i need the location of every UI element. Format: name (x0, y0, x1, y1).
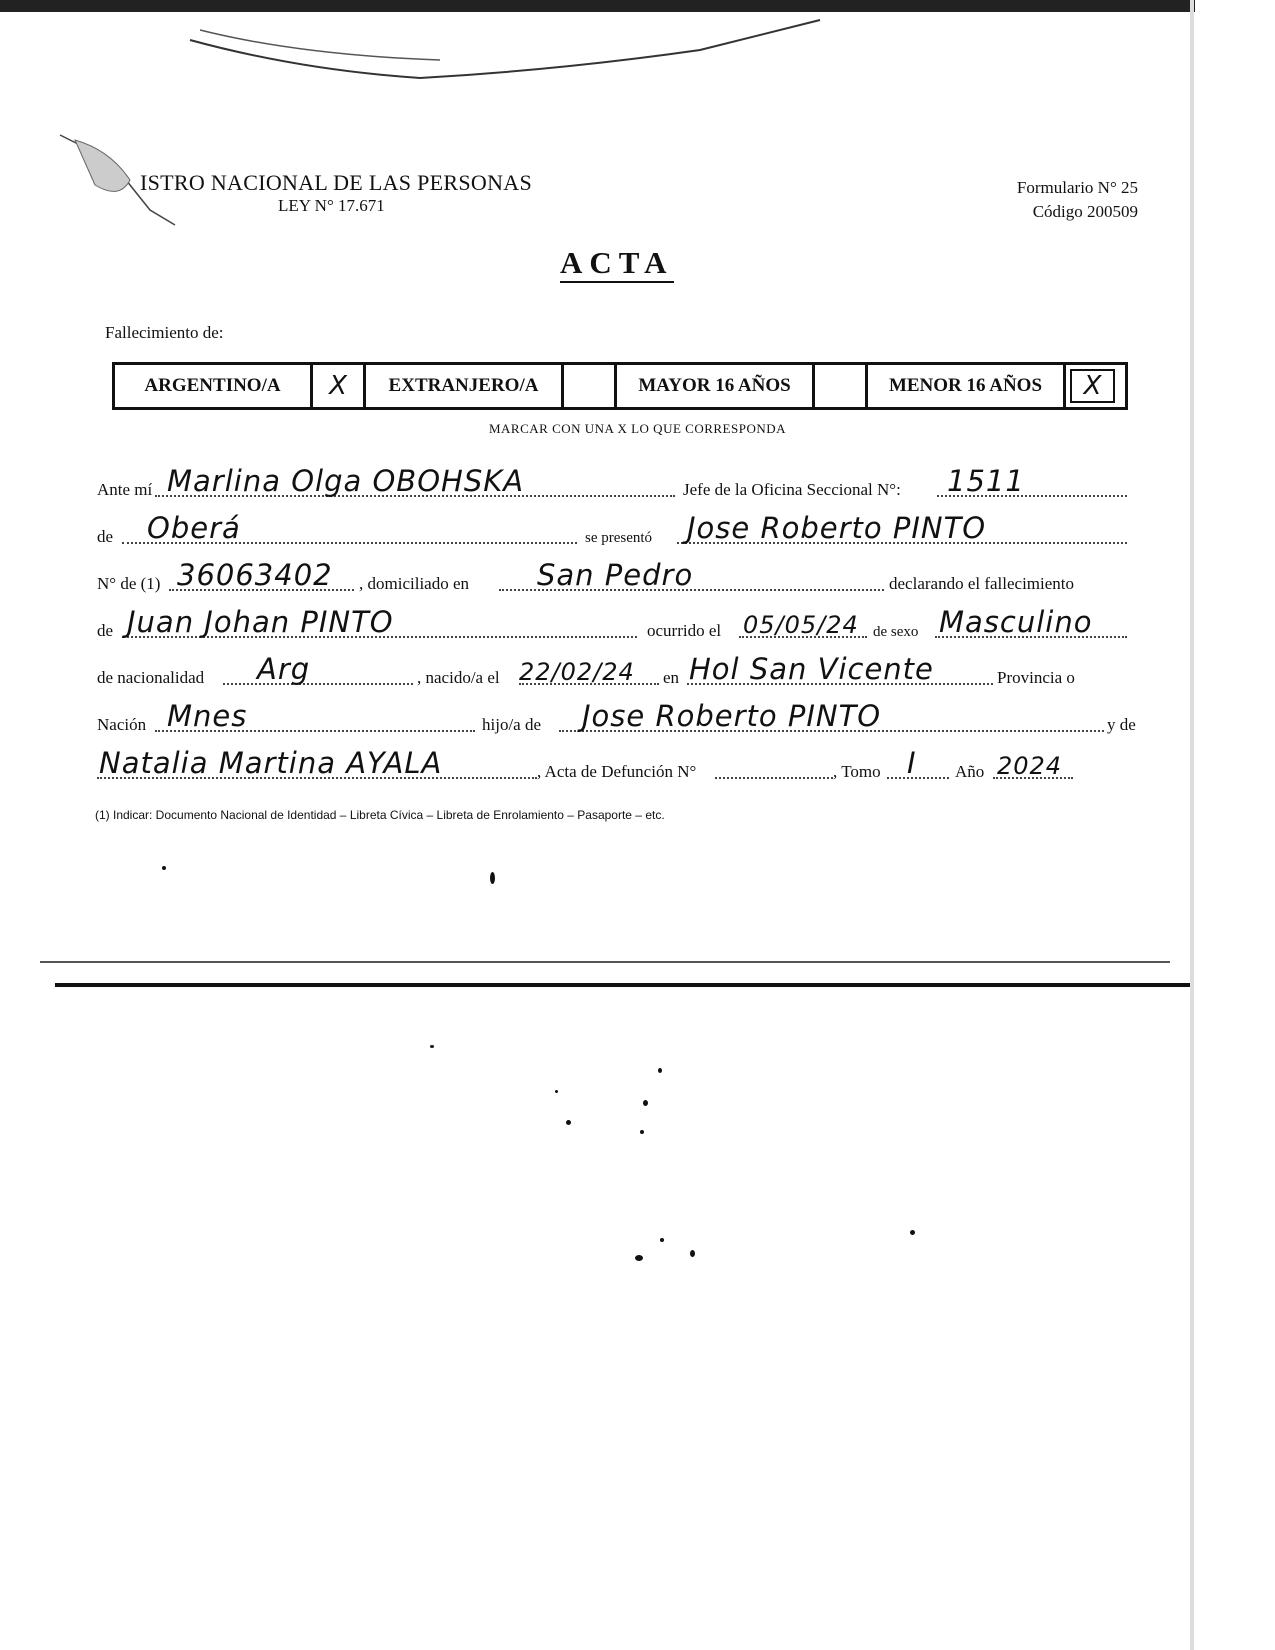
scan-speck (643, 1100, 648, 1106)
line6-label-y-de: y de (1107, 715, 1136, 734)
address-field[interactable]: San Pedro (537, 558, 694, 592)
line1-label-jefe: Jefe de la Oficina Seccional N°: (683, 480, 901, 499)
scan-speck (690, 1250, 695, 1257)
line4-label-de: de (97, 621, 114, 640)
form-line-4 (97, 599, 1127, 641)
scan-speck (910, 1230, 915, 1235)
nation-field[interactable]: Mnes (167, 699, 248, 733)
father-name-field[interactable]: Jose Roberto PINTO (582, 699, 882, 733)
form-line-7 (97, 740, 1127, 782)
fold-line (40, 961, 1170, 963)
registry-title: ISTRO NACIONAL DE LAS PERSONAS (140, 170, 532, 195)
volume-field[interactable]: I (907, 746, 917, 780)
scan-speck (640, 1130, 644, 1134)
scan-speck (566, 1120, 571, 1125)
line5-label-en: en (663, 668, 680, 687)
scan-speck (555, 1090, 558, 1093)
scan-speck (635, 1255, 643, 1261)
form-number: Formulario N° 25 (1016, 178, 1138, 197)
scan-speck (658, 1068, 662, 1073)
menor-checkbox-mark: X (1083, 371, 1102, 401)
fold-line-dark (55, 983, 1190, 987)
form-line-6 (97, 693, 1136, 735)
menor-label: MENOR 16 AÑOS (868, 365, 1066, 407)
year-field[interactable]: 2024 (997, 752, 1063, 780)
line7-label-ano: Año (955, 762, 985, 781)
menor-checkbox[interactable] (1066, 365, 1119, 407)
line1-label-ante-mi: Ante mí (97, 480, 153, 499)
line2-label-presento: se presentó (585, 530, 653, 546)
line5-label-provincia: Provincia o (997, 668, 1075, 687)
line7-dots-2 (715, 777, 833, 779)
mayor-checkbox[interactable] (815, 365, 868, 407)
scan-speck (430, 1045, 434, 1048)
extranjero-checkbox[interactable] (564, 365, 617, 407)
line3-label-domiciliado: , domiciliado en (359, 574, 470, 593)
registrar-name-field[interactable]: Marlina Olga OBOHSKA (167, 464, 525, 498)
line4-label-ocurrido: ocurrido el (647, 621, 722, 640)
locality-field[interactable]: Oberá (147, 511, 241, 545)
deceased-name-field[interactable]: Juan Johan PINTO (127, 605, 394, 639)
form-line-5 (97, 646, 1127, 688)
birth-place-field[interactable]: Hol San Vicente (689, 652, 934, 686)
argentino-checkbox[interactable]: X (313, 365, 366, 407)
footnote: (1) Indicar: Documento Nacional de Identidad – Libreta Cívica – Libreta de Enrolamiento – Pasaporte – etc. (95, 808, 665, 822)
argentino-label: ARGENTINO/A (115, 365, 313, 407)
mother-name-field[interactable]: Natalia Martina AYALA (99, 746, 443, 780)
birth-date-field[interactable]: 22/02/24 (519, 658, 635, 686)
line6-label-nacion: Nación (97, 715, 147, 734)
line7-label-tomo: , Tomo (833, 762, 881, 781)
form-line-2 (97, 505, 1127, 547)
line3-label-declarando: declarando el fallecimiento (889, 574, 1075, 593)
line6-label-hijo: hijo/a de (482, 715, 542, 734)
office-number-field[interactable]: 1511 (947, 464, 1025, 498)
page-title: ACTA (560, 245, 674, 283)
line7-dots-3 (887, 777, 949, 779)
form-code: Código 200509 (1032, 202, 1138, 221)
scan-speck (660, 1238, 664, 1242)
nationality-field[interactable]: Arg (257, 652, 311, 686)
scan-speck (490, 872, 495, 884)
declarant-name-field[interactable]: Jose Roberto PINTO (687, 511, 987, 545)
line7-label-acta: , Acta de Defunción N° (537, 762, 697, 781)
death-date-field[interactable]: 05/05/24 (743, 611, 859, 639)
line2-label-de: de (97, 527, 114, 546)
nationality-age-checkbox-row (112, 362, 1128, 410)
document-number-field[interactable]: 36063402 (177, 558, 333, 592)
form-line-3 (97, 552, 1127, 594)
form-line-1 (97, 458, 1127, 500)
law-number: LEY N° 17.671 (278, 196, 385, 215)
line5-label-nacionalidad: de nacionalidad (97, 668, 205, 687)
mark-instruction: MARCAR CON UNA X LO QUE CORRESPONDA (488, 421, 787, 436)
line4-label-sexo: de sexo (873, 624, 919, 640)
line5-dots (223, 683, 413, 685)
line5-label-nacido: , nacido/a el (417, 668, 500, 687)
death-of-label: Fallecimiento de: (105, 323, 224, 342)
line3-label-numero: N° de (1) (97, 574, 161, 593)
sex-field[interactable]: Masculino (939, 605, 1093, 639)
mayor-label: MAYOR 16 AÑOS (617, 365, 815, 407)
extranjero-label: EXTRANJERO/A (366, 365, 564, 407)
scan-speck (162, 866, 166, 870)
